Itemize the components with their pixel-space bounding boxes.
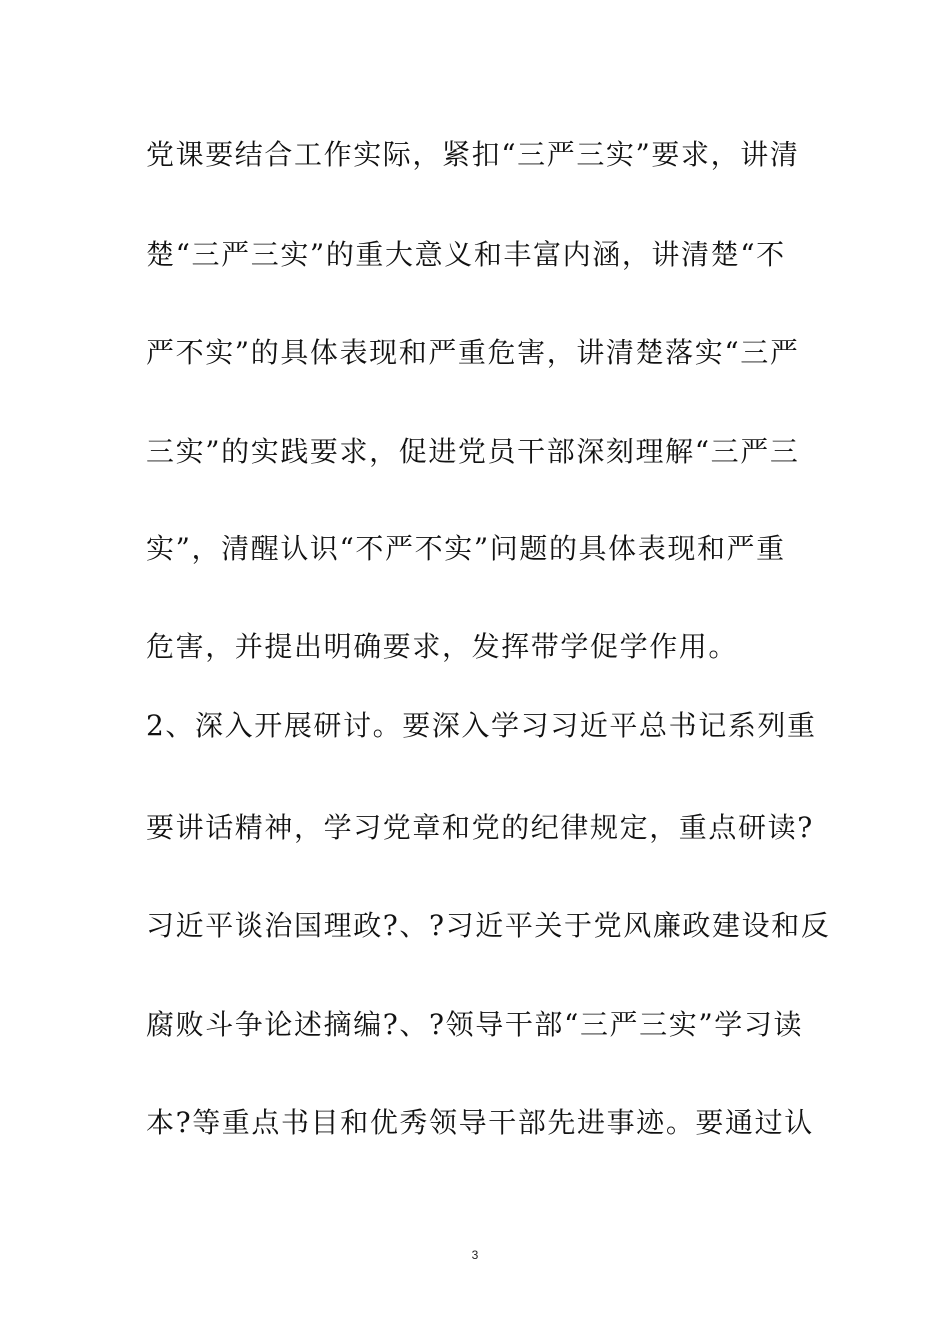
text-line: 腐败斗争论述摘编?、?领导干部“三严三实”学习读	[146, 1008, 804, 1041]
text-line: 本?等重点书目和优秀领导干部先进事迹。要通过认	[146, 1106, 814, 1139]
text-line: 三实”的实践要求，促进党员干部深刻理解“三严三	[146, 435, 800, 468]
page-number: 3	[471, 1248, 479, 1262]
text-line: 要讲话精神，学习党章和党的纪律规定，重点研读?	[146, 811, 814, 844]
text-line: 危害，并提出明确要求，发挥带学促学作用。	[146, 630, 739, 663]
text-line: 楚“三严三实”的重大意义和丰富内涵，讲清楚“不	[146, 238, 786, 271]
text-line: 习近平谈治国理政?、?习近平关于党风廉政建设和反	[146, 909, 831, 942]
text-line: 2、深入开展研讨。要深入学习习近平总书记系列重	[146, 709, 817, 742]
text-line: 严不实”的具体表现和严重危害，讲清楚落实“三严	[146, 336, 800, 369]
text-line: 实”，清醒认识“不严不实”问题的具体表现和严重	[146, 532, 786, 565]
text-line: 党课要结合工作实际，紧扣“三严三实”要求，讲清	[146, 138, 800, 171]
